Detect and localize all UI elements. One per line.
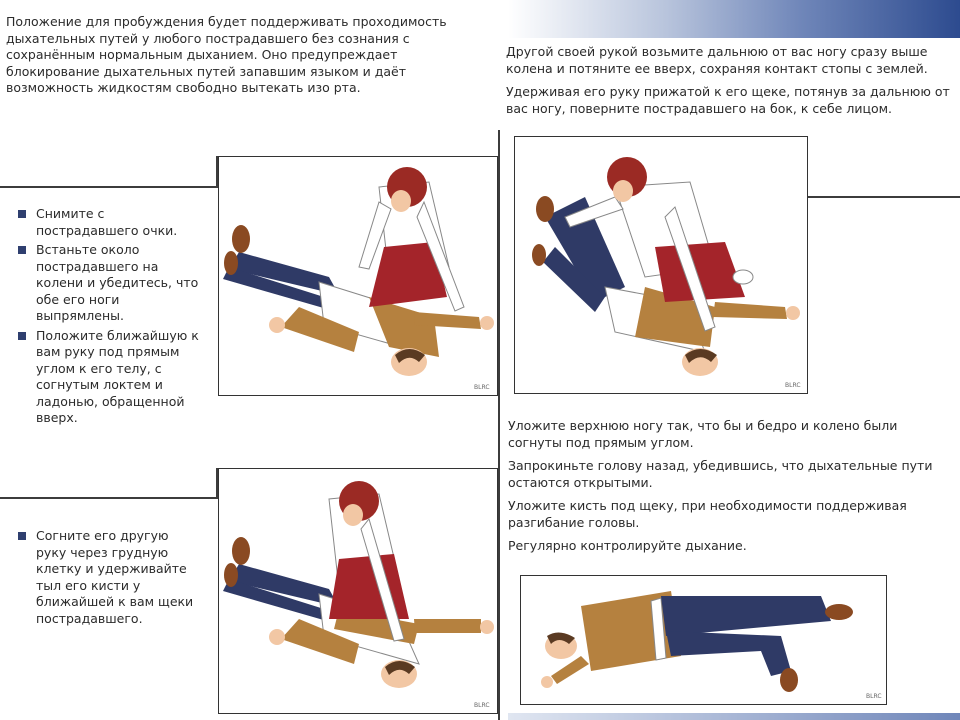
right-bottom-text-2: Запрокиньте голову назад, убедившись, что дыхательные пути остаются открытыми. xyxy=(508,458,933,490)
footer-gradient-band xyxy=(508,713,960,720)
intro-paragraph xyxy=(6,14,494,104)
right-top-paragraph xyxy=(506,44,952,124)
bullet-square-icon xyxy=(18,332,26,340)
illustration-mark-3: BLRC xyxy=(785,382,801,389)
left-steps-2 xyxy=(16,528,200,630)
illustration-step-1 xyxy=(218,156,498,396)
bullet-square-icon xyxy=(18,246,26,254)
illustration-step-3 xyxy=(514,136,808,394)
header-gradient-band xyxy=(508,0,960,38)
right-top-text-2: Удерживая его руку прижатой к его щеке, потянув за дальнюю от вас ногу, поверните пострадавшего на бок, к себе лицом. xyxy=(506,84,950,116)
bullet-square-icon xyxy=(18,532,26,540)
right-bottom-text-1: Уложите верхнюю ногу так, что бы и бедро и колено были согнуты под прямым углом. xyxy=(508,418,898,450)
list-item: Согните его другую руку через грудную клетку и удерживайте тыл его кисти у ближайшей к вам щеки пострадавшего. xyxy=(16,528,200,627)
list-item: Снимите с пострадавшего очки. xyxy=(16,206,200,239)
recovery-position-final-image xyxy=(521,576,886,704)
left-steps-1 xyxy=(16,206,200,430)
illustration-mark-4: BLRC xyxy=(866,693,882,700)
right-top-text-1: Другой своей рукой возьмите дальнюю от вас ногу сразу выше колена и потяните ее вверх, сохраняя контакт стопы с землей. xyxy=(506,44,928,76)
recovery-position-step-3-image xyxy=(515,137,807,393)
illustration-step-4 xyxy=(520,575,887,705)
right-bottom-text-4: Регулярно контролируйте дыхание. xyxy=(508,538,747,553)
recovery-position-step-1-image xyxy=(219,157,497,395)
list-item: Встаньте около пострадавшего на колени и убедитесь, что обе его ноги выпрямлены. xyxy=(16,242,200,325)
list-item: Положите ближайшую к вам руку под прямым углом к его телу, с согнутым локтем и ладонью, обращенной вверх. xyxy=(16,328,200,427)
recovery-position-step-2-image xyxy=(219,469,497,713)
illustration-step-2 xyxy=(218,468,498,714)
illustration-mark-2: BLRC xyxy=(474,702,490,709)
illustration-mark-1: BLRC xyxy=(474,384,490,391)
intro-text: Положение для пробуждения будет поддерживать проходимость дыхательных путей у любого пострадавшего без сознания с сохранённым нормальным дыханием. Оно предупреждает блокирование дыхательных путей запавшим языком и даёт возможность жидкостям свободно вытекать изо рта. xyxy=(6,14,447,95)
right-bottom-text-3: Уложите кисть под щеку, при необходимости поддерживая разгибание головы. xyxy=(508,498,907,530)
section-divider-2 xyxy=(0,497,218,499)
right-bottom-paragraph xyxy=(508,418,948,562)
center-divider xyxy=(498,130,500,720)
section-divider-3 xyxy=(808,196,960,198)
section-divider-1 xyxy=(0,186,218,188)
bullet-square-icon xyxy=(18,210,26,218)
